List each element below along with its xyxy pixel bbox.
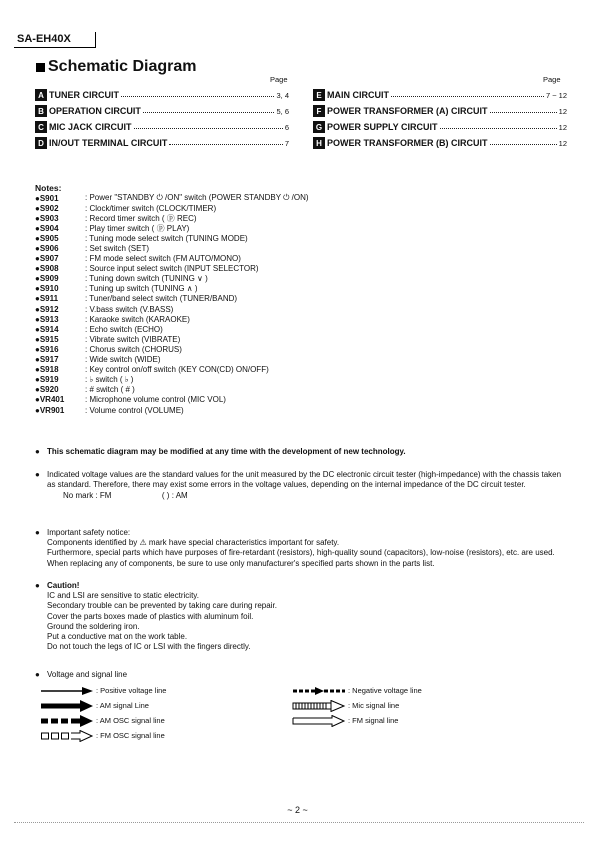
switch-description: : V.bass switch (V.BASS) — [85, 304, 174, 314]
no-mark-text: No mark : FM — [63, 491, 112, 501]
switch-code-wrap — [35, 406, 85, 415]
switch-row — [35, 375, 309, 385]
page-title-text: Schematic Diagram — [48, 58, 197, 75]
switch-code-wrap — [35, 244, 85, 253]
note-modify — [35, 447, 570, 457]
toc-letter-badge: F — [313, 105, 325, 117]
toc-letter-badge: H — [313, 137, 325, 149]
switch-code: S915 — [39, 334, 59, 344]
toc-page: 12 — [558, 122, 567, 132]
toc-right-page-header: Page — [543, 75, 561, 84]
fm-osc-arrow-icon — [40, 730, 96, 742]
toc-page: 3, 4 — [276, 90, 289, 100]
switch-code-wrap — [35, 355, 85, 364]
bullet-dot: ● — [35, 355, 40, 365]
switch-description: : ♭ switch ( ♭ ) — [85, 375, 134, 385]
toc-item[interactable] — [313, 103, 567, 119]
bullet-dot: ● — [35, 244, 40, 254]
switch-code: S903 — [39, 213, 59, 223]
switch-row — [35, 193, 309, 203]
switch-code-wrap — [35, 224, 85, 233]
switch-code-wrap — [35, 214, 85, 223]
switch-code-wrap — [35, 365, 85, 374]
bullet-dot: ● — [35, 274, 40, 284]
switch-code: S902 — [39, 203, 59, 213]
switch-description: : Clock/timer switch (CLOCK/TIMER) — [85, 203, 217, 213]
switch-description: : Volume control (VOLUME) — [85, 405, 184, 415]
negative-voltage-arrow-icon — [292, 685, 348, 697]
note-modify-text: This schematic diagram may be modified at any time with the development of new technology. — [47, 447, 406, 456]
toc-page: 5, 6 — [276, 106, 289, 116]
switch-description: : Key control on/off switch (KEY CON(CD) ON/OFF) — [85, 365, 269, 375]
switch-row — [35, 223, 309, 233]
safety-line2: Furthermore, special parts which have purposes of fire-retardant (resistors), high-quality sound (capacitors), low-noise (resistors), etc. are used. When replacing any of components, be sure to use only manufacturer's specified parts shown in the parts list. — [47, 548, 555, 568]
switch-description: : Echo switch (ECHO) — [85, 324, 163, 334]
legend-label: : FM OSC signal line — [96, 731, 165, 740]
line-legend-right — [292, 683, 422, 728]
switch-description: : Karaoke switch (KARAOKE) — [85, 314, 190, 324]
bullet-dot: ● — [35, 581, 40, 590]
caution-line: Secondary trouble can be prevented by taking care during repair. — [47, 601, 277, 611]
toc-leader-dots — [391, 90, 544, 97]
note-voltage-text: Indicated voltage values are the standard values for the unit measured by the DC electronic circuit tester (high-impedance) with the chassis taken as standard. Therefore, there may exist some errors in the voltage values, depending on the internal impedance of the DC circuit tester. — [47, 470, 562, 490]
footer-divider — [14, 822, 584, 823]
switch-code: S914 — [39, 324, 59, 334]
switch-row — [35, 314, 309, 324]
switch-code: S901 — [39, 193, 59, 203]
switch-row — [35, 405, 309, 415]
mic-signal-arrow-icon — [292, 700, 348, 712]
legend-label: : Mic signal line — [348, 701, 400, 710]
switch-description: : Tuning mode select switch (TUNING MODE) — [85, 233, 248, 243]
bullet-dot: ● — [35, 284, 40, 294]
switch-code: S906 — [39, 244, 59, 254]
switch-code: S912 — [39, 304, 59, 314]
switch-code-wrap — [35, 274, 85, 283]
switch-code-wrap — [35, 264, 85, 273]
switch-row — [35, 284, 309, 294]
switch-code: S904 — [39, 223, 59, 233]
bullet-dot: ● — [35, 203, 40, 213]
bullet-dot: ● — [35, 264, 40, 274]
toc-left-page-header: Page — [270, 75, 288, 84]
caution-title: Caution! — [47, 581, 80, 590]
switch-description: : Microphone volume control (MIC VOL) — [85, 395, 226, 405]
toc-leader-dots — [490, 138, 557, 145]
bullet-dot: ● — [35, 375, 40, 385]
bullet-dot: ● — [35, 334, 40, 344]
toc-letter-badge: B — [35, 105, 47, 117]
switch-description: : FM mode select switch (FM AUTO/MONO) — [85, 254, 241, 264]
toc-label: MIC JACK CIRCUIT — [49, 122, 132, 132]
toc-item[interactable] — [313, 135, 567, 151]
toc-page: 7 ~ 12 — [545, 90, 567, 100]
notes-title: Notes: — [35, 183, 62, 193]
bullet-dot: ● — [35, 470, 40, 479]
switch-description: : Tuning down switch (TUNING ∨ ) — [85, 274, 208, 284]
switch-row — [35, 365, 309, 375]
switch-code-wrap — [35, 305, 85, 314]
bullet-dot: ● — [35, 233, 40, 243]
caution-line: Ground the soldering iron. — [47, 621, 140, 631]
band-legend — [63, 491, 570, 501]
fm-signal-arrow-icon — [292, 715, 348, 727]
switch-row — [35, 254, 309, 264]
switch-description: : Chorus switch (CHORUS) — [85, 344, 182, 354]
switch-code-wrap — [35, 284, 85, 293]
toc-item[interactable] — [35, 87, 289, 103]
bullet-dot: ● — [35, 447, 40, 456]
toc-label: POWER TRANSFORMER (A) CIRCUIT — [327, 106, 488, 116]
switch-description: : Tuning up switch (TUNING ∧ ) — [85, 284, 198, 294]
bullet-dot: ● — [35, 324, 40, 334]
toc-letter-badge: C — [35, 121, 47, 133]
switch-row — [35, 385, 309, 395]
bullet-dot: ● — [35, 304, 40, 314]
switch-code: S913 — [39, 314, 59, 324]
switch-row — [35, 203, 309, 213]
switch-code-wrap — [35, 395, 85, 404]
bullet-dot: ● — [35, 670, 40, 679]
switch-code: S916 — [39, 344, 59, 354]
legend-row — [292, 698, 422, 713]
switch-code-wrap — [35, 335, 85, 344]
toc-item[interactable] — [313, 87, 567, 103]
toc-label: IN/OUT TERMINAL CIRCUIT — [49, 138, 168, 148]
legend-label: : Negative voltage line — [348, 686, 422, 695]
paren-am-text: ( ) : AM — [161, 491, 188, 501]
toc-label: POWER TRANSFORMER (B) CIRCUIT — [327, 138, 488, 148]
bullet-dot: ● — [35, 385, 40, 395]
legend-row — [40, 728, 166, 743]
bullet-dot: ● — [35, 254, 40, 264]
switch-code-wrap — [35, 294, 85, 303]
line-legend-left — [40, 683, 166, 743]
bullet-dot: ● — [35, 405, 40, 415]
toc-page: 12 — [558, 138, 567, 148]
safety-notice — [35, 528, 570, 569]
switch-code: S907 — [39, 254, 59, 264]
toc-right — [313, 87, 567, 151]
switch-code-wrap — [35, 315, 85, 324]
switch-row — [35, 355, 309, 365]
voltage-signal-title-block — [35, 670, 570, 680]
toc-leader-dots — [490, 106, 557, 113]
switch-row — [35, 274, 309, 284]
switch-code: S917 — [39, 355, 59, 365]
switch-description: : Source input select switch (INPUT SELECTOR) — [85, 264, 259, 274]
toc-leader-dots — [440, 122, 557, 129]
legend-row — [292, 713, 422, 728]
toc-leader-dots — [121, 90, 274, 97]
switch-row — [35, 395, 309, 405]
safety-line1: Components identified by ⚠ mark have special characteristics important for safety. — [47, 538, 340, 548]
bullet-dot: ● — [35, 193, 40, 203]
toc-item[interactable] — [35, 103, 289, 119]
am-osc-arrow-icon — [40, 715, 96, 727]
toc-letter-badge: G — [313, 121, 325, 133]
caution-block — [35, 581, 570, 652]
bullet-dot: ● — [35, 395, 40, 405]
switch-description: : Power "STANDBY ⏻ /ON" switch (POWER STANDBY ⏻ /ON) — [85, 193, 309, 203]
bullet-dot: ● — [35, 344, 40, 354]
switch-code: S909 — [39, 274, 59, 284]
bullet-dot: ● — [35, 365, 40, 375]
switch-row — [35, 334, 309, 344]
switch-row — [35, 324, 309, 334]
legend-label: : AM OSC signal line — [96, 716, 165, 725]
toc-item[interactable] — [35, 119, 289, 135]
model-name: SA-EH40X — [17, 33, 71, 45]
toc-leader-dots — [143, 106, 275, 113]
switch-code-wrap — [35, 325, 85, 334]
legend-row — [40, 683, 166, 698]
legend-label: : Positive voltage line — [96, 686, 167, 695]
title-square-icon — [36, 63, 45, 72]
switch-code: VR401 — [39, 395, 65, 405]
switch-description: : Vibrate switch (VIBRATE) — [85, 334, 181, 344]
toc-item[interactable] — [313, 119, 567, 135]
switch-row — [35, 304, 309, 314]
caution-line: Cover the parts boxes made of plastics with aluminum foil. — [47, 611, 254, 621]
switch-code: S918 — [39, 365, 59, 375]
voltage-signal-title: Voltage and signal line — [47, 670, 128, 679]
switch-row — [35, 344, 309, 354]
bullet-dot: ● — [35, 294, 40, 304]
toc-label: TUNER CIRCUIT — [49, 90, 119, 100]
toc-label: MAIN CIRCUIT — [327, 90, 389, 100]
switch-code: S908 — [39, 264, 59, 274]
toc-leader-dots — [169, 138, 283, 145]
switch-description: : # switch ( # ) — [85, 385, 135, 395]
switch-row — [35, 213, 309, 223]
switch-code: S910 — [39, 284, 59, 294]
toc-letter-badge: D — [35, 137, 47, 149]
legend-row — [40, 698, 166, 713]
switch-row — [35, 233, 309, 243]
positive-voltage-arrow-icon — [40, 685, 96, 697]
toc-page: 7 — [284, 138, 289, 148]
page-title — [36, 58, 197, 76]
toc-page: 6 — [284, 122, 289, 132]
toc-letter-badge: E — [313, 89, 325, 101]
caution-line: Do not touch the legs of IC or LSI with the fingers directly. — [47, 642, 251, 652]
switch-code-wrap — [35, 345, 85, 354]
legend-row — [292, 683, 422, 698]
caution-line: IC and LSI are sensitive to static electricity. — [47, 591, 199, 601]
switch-list — [35, 193, 309, 415]
safety-title: Important safety notice: — [47, 528, 131, 537]
toc-left — [35, 87, 289, 151]
bullet-dot: ● — [35, 213, 40, 223]
switch-description: : Tuner/band select switch (TUNER/BAND) — [85, 294, 238, 304]
toc-leader-dots — [134, 122, 283, 129]
switch-code: S911 — [39, 294, 59, 304]
note-voltage — [35, 470, 570, 502]
switch-code-wrap — [35, 375, 85, 384]
switch-description: : Play timer switch ( ⓟ PLAY) — [85, 223, 190, 233]
am-signal-arrow-icon — [40, 700, 96, 712]
legend-label: : AM signal Line — [96, 701, 149, 710]
switch-code-wrap — [35, 194, 85, 203]
legend-label: : FM signal line — [348, 716, 399, 725]
switch-row — [35, 294, 309, 304]
switch-code: VR901 — [39, 405, 65, 415]
caution-line: Put a conductive mat on the work table. — [47, 632, 188, 642]
switch-description: : Wide switch (WIDE) — [85, 355, 161, 365]
switch-code: S919 — [39, 375, 59, 385]
toc-page: 12 — [558, 106, 567, 116]
toc-label: POWER SUPPLY CIRCUIT — [327, 122, 438, 132]
toc-letter-badge: A — [35, 89, 47, 101]
switch-code: S920 — [39, 385, 59, 395]
switch-code-wrap — [35, 204, 85, 213]
switch-row — [35, 264, 309, 274]
switch-code-wrap — [35, 385, 85, 394]
bullet-dot: ● — [35, 223, 40, 233]
switch-code-wrap — [35, 234, 85, 243]
bullet-dot: ● — [35, 528, 40, 537]
toc-item[interactable] — [35, 135, 289, 151]
switch-description: : Record timer switch ( ⓟ REC) — [85, 213, 197, 223]
page-number: ~ 2 ~ — [287, 805, 308, 815]
switch-code: S905 — [39, 233, 59, 243]
toc-label: OPERATION CIRCUIT — [49, 106, 141, 116]
legend-row — [40, 713, 166, 728]
bullet-dot: ● — [35, 314, 40, 324]
switch-code-wrap — [35, 254, 85, 263]
switch-row — [35, 243, 309, 253]
switch-description: : Set switch (SET) — [85, 244, 150, 254]
